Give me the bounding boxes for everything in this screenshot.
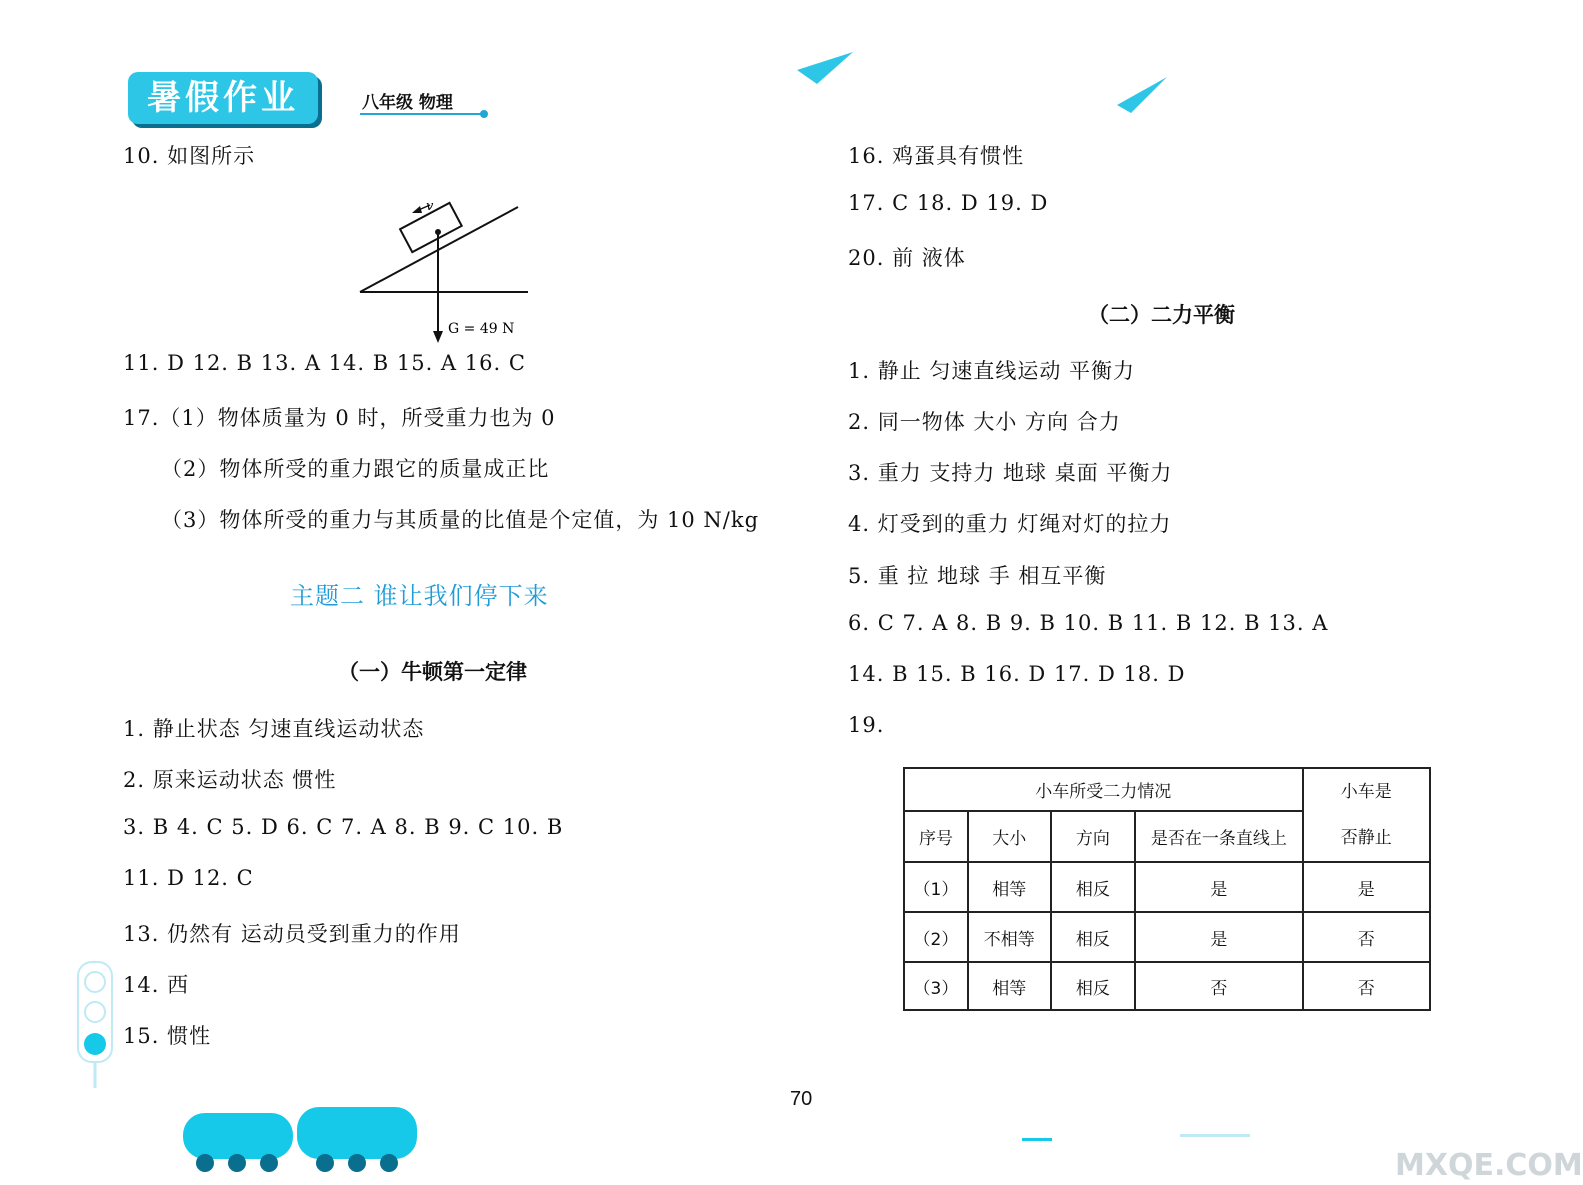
table-cell: （2） xyxy=(904,912,968,962)
table-cell: 相反 xyxy=(1051,912,1136,962)
answer-a13: 13. 仍然有 运动员受到重力的作用 xyxy=(123,922,461,946)
answer-17-3: （3）物体所受的重力与其质量的比值是个定值，为 10 N/kg xyxy=(161,508,760,532)
paper-plane-icon xyxy=(795,50,855,90)
answer-b6-13: 6. C 7. A 8. B 9. B 10. B 11. B 12. B 13. A xyxy=(848,611,1329,635)
header-dot xyxy=(480,110,488,118)
watermark: MXQE.COM xyxy=(1395,1148,1583,1183)
answer-b14-18: 14. B 15. B 16. D 17. D 18. D xyxy=(848,662,1186,686)
table-cell: 不相等 xyxy=(968,912,1051,962)
page-number: 70 xyxy=(790,1088,813,1110)
answer-11-16: 11. D 12. B 13. A 14. B 15. A 16. C xyxy=(123,351,526,375)
table-cell: 否 xyxy=(1303,912,1431,962)
table-row xyxy=(904,912,1430,962)
table-header-stationary xyxy=(1303,768,1431,862)
grade-subject-label: 八年级 物理 xyxy=(362,93,453,113)
table-header-direction: 方向 xyxy=(1051,811,1136,862)
table-cell: 相等 xyxy=(968,862,1051,912)
table-header-index: 序号 xyxy=(904,811,968,862)
section-title-newton: （一）牛顿第一定律 xyxy=(338,659,527,684)
table-cell: 是 xyxy=(1303,862,1431,912)
decor-dash xyxy=(1180,1134,1250,1137)
table-row xyxy=(904,962,1430,1010)
gravity-label: G = 49 N xyxy=(448,321,515,337)
answer-16: 16. 鸡蛋具有惯性 xyxy=(848,144,1025,168)
answer-17-19: 17. C 18. D 19. D xyxy=(848,191,1049,215)
incline-diagram xyxy=(340,195,540,345)
answer-17-2: （2）物体所受的重力跟它的质量成正比 xyxy=(161,457,550,481)
traffic-light-icon xyxy=(70,960,120,1090)
answer-a15: 15. 惯性 xyxy=(123,1024,212,1048)
answer-10: 10. 如图所示 xyxy=(123,144,256,168)
book-logo: 暑假作业 xyxy=(128,72,318,124)
answer-17-1: 17.（1）物体质量为 0 时，所受重力也为 0 xyxy=(123,406,556,430)
table-group-header: 小车所受二力情况 xyxy=(904,768,1303,811)
gravity-arrowhead xyxy=(433,331,443,343)
paper-plane-icon xyxy=(1115,75,1170,115)
answer-a1: 1. 静止状态 匀速直线运动状态 xyxy=(123,717,425,741)
table-cell: （1） xyxy=(904,862,968,912)
table-cell: 相反 xyxy=(1051,862,1136,912)
table-cell: 相反 xyxy=(1051,962,1136,1010)
answer-a11-12: 11. D 12. C xyxy=(123,866,254,890)
answer-b1: 1. 静止 匀速直线运动 平衡力 xyxy=(848,359,1136,383)
answer-b19: 19. xyxy=(848,713,885,737)
section-title-balance: （二）二力平衡 xyxy=(1088,302,1235,327)
answer-b4: 4. 灯受到的重力 灯绳对灯的拉力 xyxy=(848,512,1172,536)
cartoon-train-icon xyxy=(175,1105,435,1175)
table-header-same-line: 是否在一条直线上 xyxy=(1135,811,1302,862)
answer-a3-10: 3. B 4. C 5. D 6. C 7. A 8. B 9. C 10. B xyxy=(123,815,564,839)
table-cell: 否 xyxy=(1303,962,1431,1010)
table-header-magnitude: 大小 xyxy=(968,811,1051,862)
table-cell: 是 xyxy=(1135,862,1302,912)
theme-title: 主题二 谁让我们停下来 xyxy=(290,582,549,610)
table-cell: （3） xyxy=(904,962,968,1010)
decor-dash xyxy=(1022,1138,1052,1141)
answer-b5: 5. 重 拉 地球 手 相互平衡 xyxy=(848,564,1107,588)
table-header-stationary-line2: 否静止 xyxy=(1340,828,1392,848)
velocity-label: v xyxy=(426,199,434,214)
answer-a2: 2. 原来运动状态 惯性 xyxy=(123,768,337,792)
table-header-stationary-line1: 小车是 xyxy=(1340,782,1392,802)
header-rule xyxy=(360,113,482,115)
table-row xyxy=(904,862,1430,912)
table-cell: 否 xyxy=(1135,962,1302,1010)
answer-b2: 2. 同一物体 大小 方向 合力 xyxy=(848,410,1121,434)
answer-b3: 3. 重力 支持力 地球 桌面 平衡力 xyxy=(848,461,1173,485)
table-cell: 相等 xyxy=(968,962,1051,1010)
table-cell: 是 xyxy=(1135,912,1302,962)
answer-20: 20. 前 液体 xyxy=(848,246,966,270)
two-force-table xyxy=(903,767,1431,1011)
answer-a14: 14. 西 xyxy=(123,973,190,997)
